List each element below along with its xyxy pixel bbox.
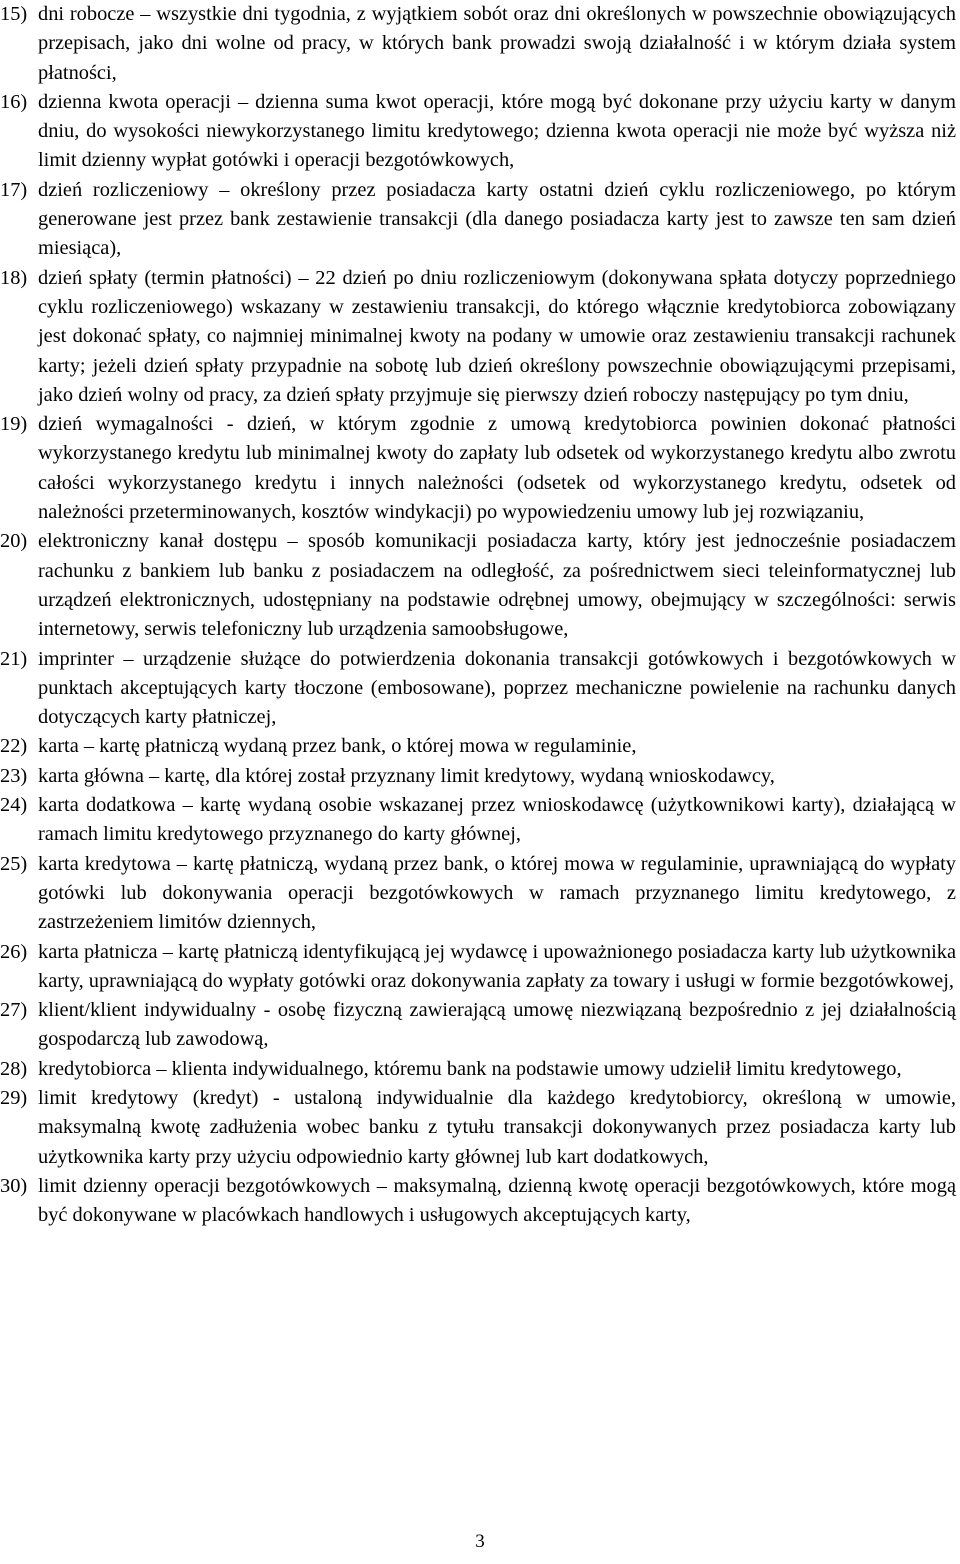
item-number: 28) (0, 1057, 28, 1080)
item-number: 22) (0, 735, 28, 758)
item-text: kredytobiorca – klienta indywidualnego, któremu bank na podstawie umowy udzielił limitu kredytowego, (38, 1057, 902, 1080)
item-number: 26) (0, 940, 28, 963)
definition-item (0, 527, 956, 644)
item-number: 18) (0, 266, 28, 289)
item-text: dzień rozliczeniowy – określony przez posiadacza karty ostatni dzień cyklu rozliczeniowego, po którym generowane jest przez bank zestawienie transakcji (dla danego posiadacza karty jest to zawsze ten sam dzień miesiąca), (38, 178, 956, 260)
item-number: 20) (0, 530, 28, 553)
definition-item (0, 0, 956, 88)
definition-item (0, 1172, 956, 1231)
definition-item (0, 791, 956, 850)
definition-item (0, 264, 956, 410)
item-text: karta – kartę płatniczą wydaną przez bank, o której mowa w regulaminie, (38, 735, 637, 758)
item-number: 15) (0, 3, 28, 25)
definition-item (0, 850, 956, 938)
item-text: karta kredytowa – kartę płatniczą, wydaną przez bank, o której mowa w regulaminie, uprawniającą do wypłaty gotówki lub dokonywania operacji bezgotówkowych w ramach przyznanego limitu kredytowego, z zastrzeżeniem limitów dziennych, (38, 852, 956, 934)
definition-item (0, 732, 956, 761)
item-text: dzień wymagalności - dzień, w którym zgodnie z umową kredytobiorca powinien dokonać płatności wykorzystanego kredytu lub minimalnej kwoty do zapłaty lub odsetek od wykorzystanego kredytu albo zwrotu całości wykorzystanego kredytu i innych należności (odsetek od wykorzystanego kredytu, odsetek od należności przeterminowanych, kosztów windykacji) po wypowiedzeniu umowy lub jej rozwiązaniu, (38, 413, 956, 524)
item-number: 23) (0, 764, 28, 787)
page-number: 3 (475, 1531, 485, 1552)
item-text: imprinter – urządzenie służące do potwierdzenia dokonania transakcji gotówkowych i bezgotówkowych w punktach akceptujących karty tłoczone (embosowane), poprzez mechaniczne powielenie na rachunku danych dotyczących karty płatniczej, (38, 647, 956, 729)
definition-item (0, 645, 956, 733)
definition-item (0, 1084, 956, 1172)
item-number: 19) (0, 413, 28, 436)
item-text: karta dodatkowa – kartę wydaną osobie wskazanej przez wnioskodawcę (użytkownikowi karty), działającą w ramach limitu kredytowego przyznanego do karty głównej, (38, 794, 956, 846)
item-text: dzień spłaty (termin płatności) – 22 dzień po dniu rozliczeniowym (dokonywana spłata dotyczy poprzedniego cyklu rozliczeniowego) wskazany w zestawieniu transakcji, do którego włącznie kredytobiorca zobowiązany jest dokonać spłaty, co najmniej minimalnej kwoty na podany w umowie oraz zestawieniu transakcji rachunek karty; jeżeli dzień spłaty przypadnie na sobotę lub dzień określony powszechnie obowiązującymi przepisami, jako dzień wolny od pracy, za dzień spłaty przyjmuje się pierwszy dzień roboczy następujący po tym dniu, (38, 266, 956, 406)
definition-item (0, 410, 956, 527)
item-number: 29) (0, 1086, 28, 1109)
item-text: karta główna – kartę, dla której został przyznany limit kredytowy, wydaną wnioskodawcy, (38, 764, 775, 787)
item-number: 27) (0, 999, 28, 1022)
item-number: 25) (0, 852, 28, 875)
item-text: limit kredytowy (kredyt) - ustaloną indywidualnie dla każdego kredytobiorcy, określoną w umowie, maksymalną kwotę zadłużenia wobec banku z tytułu transakcji dokonywanych przez posiadacza karty lub użytkownika karty przy użyciu odpowiednio karty głównej lub kart dodatkowych, (38, 1086, 956, 1168)
definition-item (0, 762, 956, 791)
item-number: 17) (0, 178, 28, 201)
item-text: elektroniczny kanał dostępu – sposób komunikacji posiadacza karty, który jest jednocześnie posiadaczem rachunku z bankiem lub banku z posiadaczem na odległość, za pośrednictwem sieci teleinformatycznej lub urządzeń elektronicznych, udostępniany na podstawie odrębnej umowy, obejmujący w szczególności: serwis internetowy, serwis telefoniczny lub urządzenia samoobsługowe, (38, 530, 956, 641)
item-text: karta płatnicza – kartę płatniczą identyfikującą jej wydawcę i upoważnionego posiadacza karty lub użytkownika karty, uprawniającą do wypłaty gotówki oraz dokonywania zapłaty za towary i usługi w formie bezgotówkowej, (38, 940, 956, 992)
item-number: 16) (0, 90, 28, 113)
definition-item (0, 1055, 956, 1084)
item-number: 30) (0, 1174, 28, 1197)
item-text: dzienna kwota operacji – dzienna suma kwot operacji, które mogą być dokonane przy użyciu karty w danym dniu, do wysokości niewykorzystanego limitu kredytowego; dzienna kwota operacji nie może być wyższa niż limit dzienny wypłat gotówki i operacji bezgotówkowych, (38, 90, 956, 172)
definition-item (0, 996, 956, 1055)
item-text: dni robocze – wszystkie dni tygodnia, z wyjątkiem sobót oraz dni określonych w powszechnie obowiązujących przepisach, jako dni wolne od pracy, w których bank prowadzi swoją działalność i w którym działa system płatności, (38, 3, 956, 84)
item-text: limit dzienny operacji bezgotówkowych – maksymalną, dzienną kwotę operacji bezgotówkowych, które mogą być dokonywane w placówkach handlowych i usługowych akceptujących karty, (38, 1174, 956, 1227)
item-text: klient/klient indywidualny - osobę fizyczną zawierającą umowę niezwiązaną bezpośrednio z jej działalnością gospodarczą lub zawodową, (38, 999, 956, 1051)
item-number: 21) (0, 647, 28, 670)
definition-item (0, 176, 956, 264)
definition-item (0, 88, 956, 176)
item-number: 24) (0, 794, 28, 817)
definition-item (0, 938, 956, 997)
